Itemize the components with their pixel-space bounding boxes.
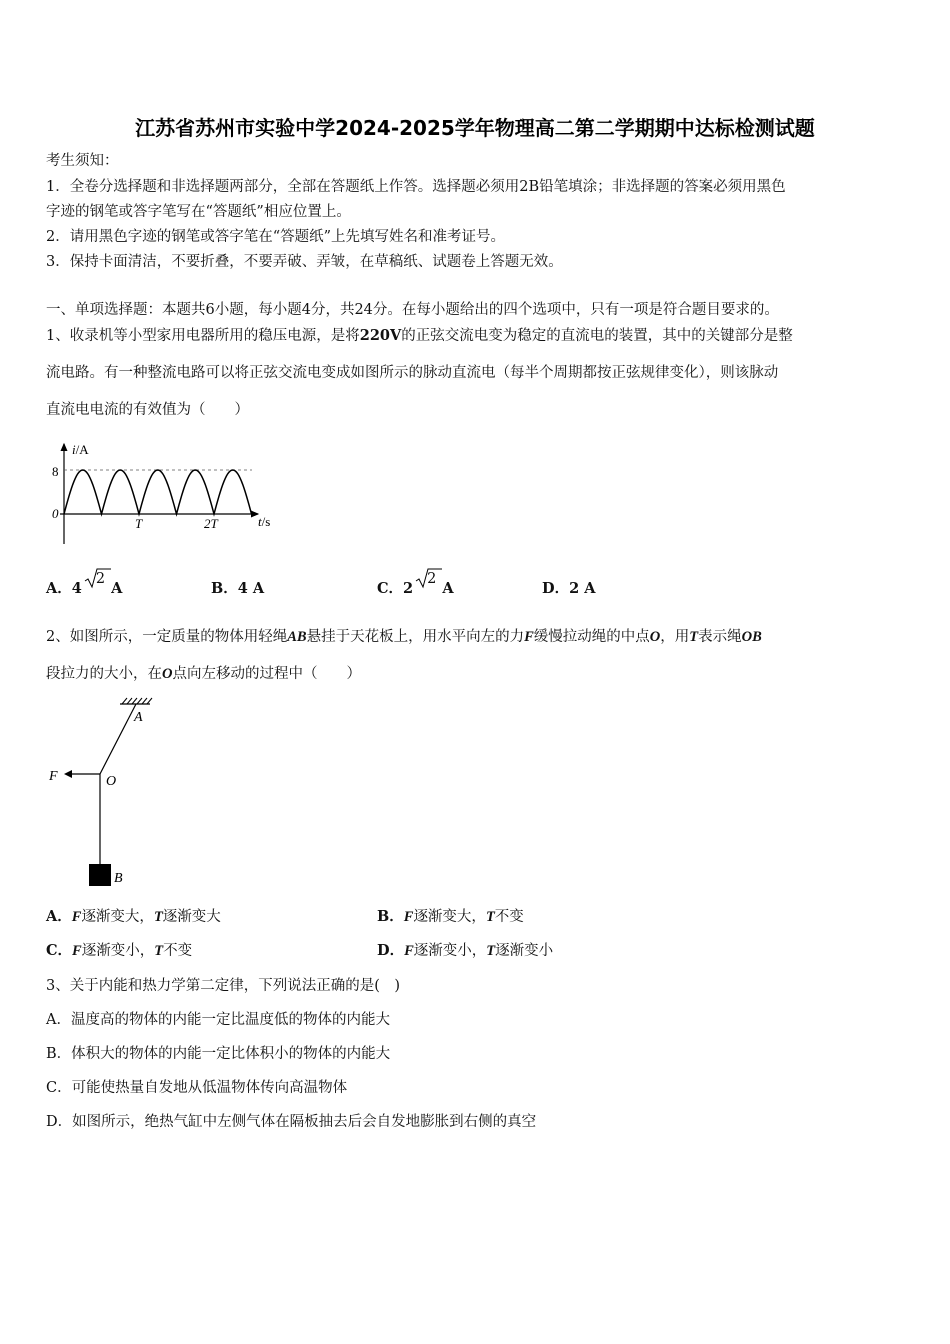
label-O: O — [106, 774, 117, 789]
q2-option-c[interactable] — [46, 941, 192, 961]
q1-stem-line2: 流电路。有一种整流电路可以将正弦交流电变成如图所示的脉动直流电（每半个周期都按正弦规律变化），则该脉动 — [46, 365, 779, 381]
option-label: D． — [377, 942, 405, 959]
var-AB: AB — [287, 629, 307, 645]
option-label: C． — [377, 580, 404, 597]
option-text: 不变 — [163, 943, 193, 959]
sqrt-symbol — [84, 571, 106, 599]
var-T: T — [154, 943, 164, 959]
option-text: 不变 — [494, 909, 524, 925]
q3-option-d[interactable]: D．如图所示，绝热气缸中左侧气体在隔板抽去后会自发地膨胀到右侧的真空 — [46, 1114, 537, 1130]
q2-stem-line2 — [46, 664, 361, 684]
q1-stem-part: 1、收录机等小型家用电器所用的稳压电源，是将 — [46, 328, 360, 344]
label-F: F — [49, 769, 58, 784]
q1-stem-line1 — [46, 326, 793, 346]
var-T: T — [485, 909, 495, 925]
q2-rope-diagram — [44, 694, 164, 890]
var-F: F — [404, 943, 414, 959]
var-T: T — [153, 909, 163, 925]
var-F: F — [71, 909, 82, 925]
ceiling-hatch — [122, 698, 152, 704]
x-label-unit: /s — [261, 514, 271, 529]
option-label: B． — [377, 908, 404, 925]
q1-option-d[interactable]: D．2 A — [542, 580, 596, 597]
q1-option-c[interactable] — [377, 571, 454, 599]
var-T: T — [689, 629, 699, 645]
x-label-symbol: t — [258, 514, 262, 529]
radicand: 2 — [95, 571, 106, 587]
rope-AO — [100, 704, 136, 774]
var-T: T — [486, 943, 496, 959]
var-F: F — [403, 909, 414, 925]
q2-text: 段拉力的大小，在 — [46, 666, 162, 682]
option-text: 逐渐变大 — [162, 909, 221, 925]
option-text: 逐渐变大， — [81, 909, 154, 925]
origin-label: 0 — [52, 506, 59, 521]
notice-heading: 考生须知： — [46, 153, 119, 169]
q1-stem-line3: 直流电电流的有效值为（ ） — [46, 402, 249, 418]
var-F: F — [524, 629, 534, 645]
q2-text: 2、如图所示，一定质量的物体用轻绳 — [46, 629, 288, 645]
option-label: A． — [46, 908, 72, 925]
x-tick-2T: 2T — [204, 516, 218, 531]
q1-stem-part: 的正弦交流电变为稳定的直流电的装置，其中的关键部分是整 — [401, 328, 793, 344]
q2-option-d[interactable] — [377, 941, 553, 961]
q2-option-b[interactable] — [377, 907, 524, 927]
option-text: 逐渐变小 — [495, 943, 554, 959]
option-unit: A — [111, 580, 123, 597]
q2-text: 缓慢拉动绳的中点 — [533, 629, 650, 645]
option-text: 逐渐变小， — [413, 943, 487, 959]
q2-text: 悬挂于天花板上，用水平向左的力 — [306, 629, 525, 645]
option-label: C． — [46, 942, 73, 959]
option-label: A． — [46, 580, 72, 597]
var-O: O — [162, 666, 173, 682]
var-O: O — [649, 629, 661, 645]
option-unit: A — [442, 580, 454, 597]
section-heading: 一、单项选择题：本题共6小题，每小题4分，共24分。在每小题给出的四个选项中，只有一项是符合题目要求的。 — [46, 302, 779, 318]
sqrt-symbol — [415, 571, 437, 599]
q3-stem: 3、关于内能和热力学第二定律，下列说法正确的是( ) — [46, 978, 401, 994]
q2-text: 表示绳 — [698, 629, 742, 645]
var-F: F — [72, 943, 82, 959]
option-text: 逐渐变小， — [81, 943, 155, 959]
notice-item-1: 1．全卷分选择题和非选择题两部分，全部在答题纸上作答。选择题必须用2B铅笔填涂；非选择题的答案必须用黑色 — [46, 179, 786, 195]
q1-voltage: 220V — [359, 327, 402, 344]
q2-option-a[interactable] — [46, 907, 221, 927]
arrow-head-icon — [64, 770, 72, 778]
pulsating-current-curve — [64, 470, 252, 514]
q1-option-b[interactable]: B．4 A — [211, 580, 265, 597]
option-coef: 4 — [71, 580, 82, 597]
notice-item-2: 2．请用黑色字迹的钢笔或答字笔在“答题纸”上先填写姓名和准考证号。 — [46, 229, 506, 245]
q3-option-c[interactable]: C．可能使热量自发地从低温物体传向高温物体 — [46, 1080, 348, 1096]
label-B: B — [114, 871, 123, 886]
var-OB: OB — [741, 629, 762, 645]
block-B — [89, 864, 111, 886]
option-coef: 2 — [403, 580, 414, 597]
x-tick-T: T — [135, 516, 143, 531]
q2-text: 点向左移动的过程中（ ） — [172, 666, 361, 682]
label-A: A — [134, 710, 143, 725]
radicand: 2 — [427, 571, 437, 587]
y-label-symbol: i — [72, 442, 76, 457]
q1-current-graph — [40, 436, 290, 548]
option-text: 逐渐变大， — [413, 909, 486, 925]
q2-text: ，用 — [660, 629, 690, 645]
y-label-unit: /A — [75, 442, 89, 457]
notice-item-3: 3．保持卡面清洁，不要折叠，不要弄破、弄皱，在草稿纸、试题卷上答题无效。 — [46, 254, 563, 270]
notice-item-1-cont: 字迹的钢笔或答字笔写在“答题纸”相应位置上。 — [46, 204, 351, 220]
y-tick-8: 8 — [52, 464, 59, 479]
q2-stem-line1 — [46, 627, 762, 647]
page-title: 江苏省苏州市实验中学2024-2025学年物理高二第二学期期中达标检测试题 — [135, 116, 815, 140]
svg-text:i/A — [72, 442, 89, 457]
q3-option-b[interactable]: B．体积大的物体的内能一定比体积小的物体的内能大 — [46, 1046, 391, 1062]
q3-option-a[interactable]: A．温度高的物体的内能一定比温度低的物体的内能大 — [46, 1012, 390, 1028]
svg-text:t/s — [258, 514, 270, 529]
q1-option-a[interactable] — [46, 571, 123, 599]
